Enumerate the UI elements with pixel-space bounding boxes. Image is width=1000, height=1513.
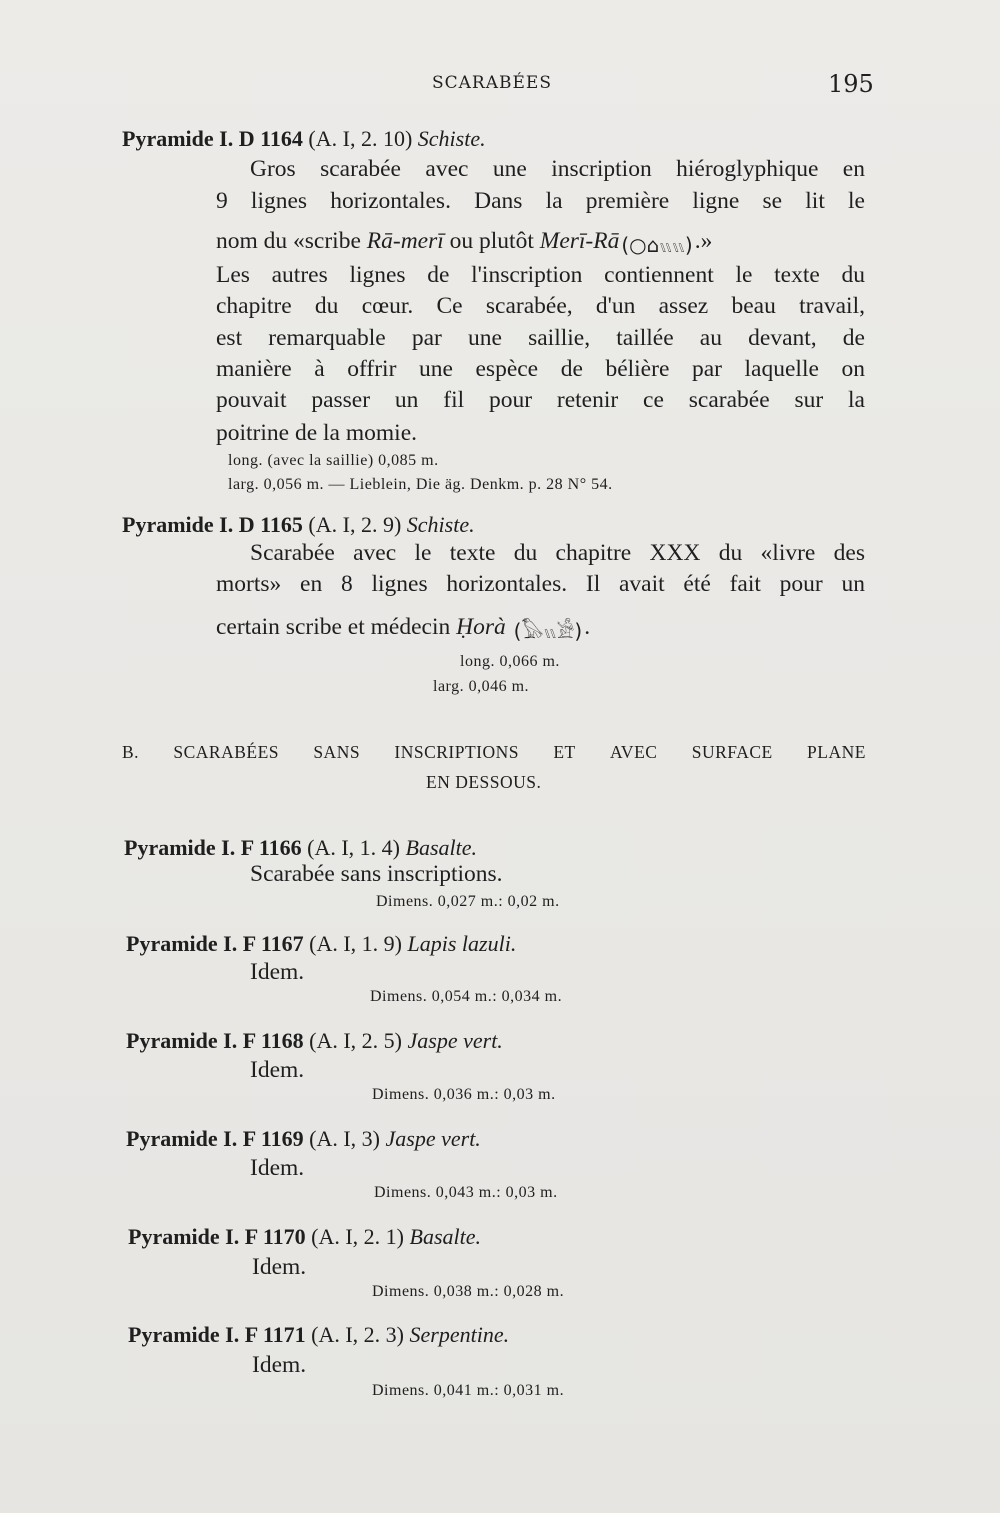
- entry-number: I. F 1169: [223, 1126, 304, 1151]
- entry-material: Schiste.: [417, 126, 486, 151]
- entry-material: Schiste.: [406, 512, 475, 537]
- entry-label: Pyramide: [128, 1322, 220, 1347]
- entry-heading: [126, 1126, 481, 1152]
- section-heading-word: ET: [553, 742, 576, 762]
- entry-text-line: poitrine de la momie.: [216, 420, 418, 446]
- entry-material: Basalte.: [409, 1224, 482, 1249]
- text-fragment: .»: [694, 227, 713, 254]
- entry-text-line: Les autres lignes de l'inscription contiennent le texte du: [216, 262, 865, 288]
- entry-text-line: pouvait passer un fil pour retenir ce scarabée sur la: [216, 387, 865, 413]
- entry-material: Jaspe vert.: [407, 1028, 503, 1053]
- personal-name: Rā-merī: [366, 227, 444, 254]
- page-header: [0, 70, 1000, 100]
- entry-description: Idem.: [250, 1057, 305, 1083]
- entry-text-line: morts» en 8 lignes horizontales. Il avait été fait pour un: [216, 571, 865, 597]
- entry-number: I. D 1165: [219, 512, 303, 537]
- text-fragment: .: [584, 613, 591, 640]
- entry-reference: (A. I, 1. 4): [307, 835, 401, 860]
- dimensions-line: Dimens. 0,054 m.: 0,034 m.: [370, 988, 563, 1005]
- measurement-line: long. (avec la saillie) 0,085 m.: [228, 452, 439, 469]
- section-heading-word: SANS: [313, 742, 361, 762]
- entry-description: Idem.: [250, 1155, 305, 1181]
- running-title: SCARABÉES: [432, 73, 552, 93]
- section-letter: B.: [122, 742, 140, 762]
- entry-number: I. F 1167: [223, 931, 304, 956]
- entry-text-line: chapitre du cœur. Ce scarabée, d'un assez beau travail,: [216, 293, 865, 319]
- entry-description: Idem.: [250, 959, 305, 985]
- entry-text-line: [216, 612, 590, 645]
- entry-reference: (A. I, 2. 3): [311, 1322, 405, 1347]
- entry-description: Idem.: [252, 1352, 307, 1378]
- text-fragment: ou plutôt: [443, 227, 540, 254]
- entry-material: Jaspe vert.: [385, 1126, 481, 1151]
- cartouche-hieroglyph-icon: (𓅃𓏭𓀀): [513, 619, 583, 643]
- measurement-line: long. 0,066 m.: [460, 653, 560, 670]
- entry-number: I. F 1170: [225, 1224, 306, 1249]
- section-heading-word: AVEC: [610, 742, 658, 762]
- dimensions-line: Dimens. 0,041 m.: 0,031 m.: [372, 1382, 565, 1399]
- entry-label: Pyramide: [124, 835, 216, 860]
- measurement-line: larg. 0,046 m.: [433, 678, 530, 695]
- entry-number: I. F 1166: [221, 835, 302, 860]
- dimensions-line: Dimens. 0,038 m.: 0,028 m.: [372, 1283, 565, 1300]
- dimensions-line: Dimens. 0,036 m.: 0,03 m.: [372, 1086, 556, 1103]
- entry-text-line: est remarquable par une saillie, taillée au devant, de: [216, 325, 865, 351]
- entry-reference: (A. I, 3): [309, 1126, 381, 1151]
- section-heading-word: PLANE: [807, 742, 866, 762]
- entry-label: Pyramide: [122, 126, 214, 151]
- entry-heading: [126, 931, 516, 957]
- section-heading-line2: EN DESSOUS.: [426, 772, 542, 792]
- measurement-line: larg. 0,056 m. — Lieblein, Die äg. Denkm. p. 28 N° 54.: [228, 476, 613, 493]
- entry-label: Pyramide: [126, 931, 218, 956]
- entry-label: Pyramide: [126, 1028, 218, 1053]
- entry-number: I. D 1164: [219, 126, 303, 151]
- entry-text-line: manière à offrir une espèce de bélière par laquelle on: [216, 356, 865, 382]
- entry-text-line: Gros scarabée avec une inscription hiéroglyphique en: [250, 156, 865, 182]
- personal-name: Merī-Rā: [539, 227, 620, 254]
- dimensions-line: Dimens. 0,027 m.: 0,02 m.: [376, 893, 560, 910]
- entry-heading: [122, 512, 475, 538]
- entry-label: Pyramide: [126, 1126, 218, 1151]
- page-number: 195: [828, 70, 874, 98]
- entry-heading: [128, 1224, 481, 1250]
- entry-heading: [124, 835, 477, 861]
- section-heading: [122, 742, 866, 763]
- entry-text-line: Scarabée avec le texte du chapitre XXX du «livre des: [250, 540, 865, 566]
- dimensions-line: Dimens. 0,043 m.: 0,03 m.: [374, 1184, 558, 1201]
- entry-heading: [128, 1322, 509, 1348]
- entry-material: Lapis lazuli.: [407, 931, 517, 956]
- section-heading-word: SURFACE: [691, 742, 773, 762]
- entry-label: Pyramide: [128, 1224, 220, 1249]
- entry-description: Idem.: [252, 1254, 307, 1280]
- entry-number: I. F 1168: [223, 1028, 304, 1053]
- entry-reference: (A. I, 2. 9): [308, 512, 402, 537]
- entry-reference: (A. I, 1. 9): [309, 931, 403, 956]
- entry-material: Serpentine.: [409, 1322, 510, 1347]
- entry-reference: (A. I, 2. 5): [309, 1028, 403, 1053]
- entry-reference: (A. I, 2. 1): [311, 1224, 405, 1249]
- entry-reference: (A. I, 2. 10): [308, 126, 413, 151]
- entry-description: Scarabée sans inscriptions.: [250, 861, 503, 887]
- text-fragment: certain scribe et médecin: [216, 613, 457, 640]
- entry-material: Basalte.: [405, 835, 478, 860]
- entry-text-line: [216, 226, 712, 259]
- entry-heading: [122, 126, 486, 152]
- entry-text-line: 9 lignes horizontales. Dans la première ligne se lit le: [216, 188, 865, 214]
- entry-label: Pyramide: [122, 512, 214, 537]
- section-heading-word: SCARABÉES: [173, 742, 280, 762]
- entry-number: I. F 1171: [225, 1322, 306, 1347]
- personal-name: Ḥorà: [456, 613, 506, 640]
- text-fragment: nom du «scribe: [216, 227, 367, 254]
- entry-heading: [126, 1028, 503, 1054]
- cartouche-hieroglyph-icon: (○⌂𓏭𓏭): [621, 233, 693, 257]
- section-heading-word: INSCRIPTIONS: [394, 742, 520, 762]
